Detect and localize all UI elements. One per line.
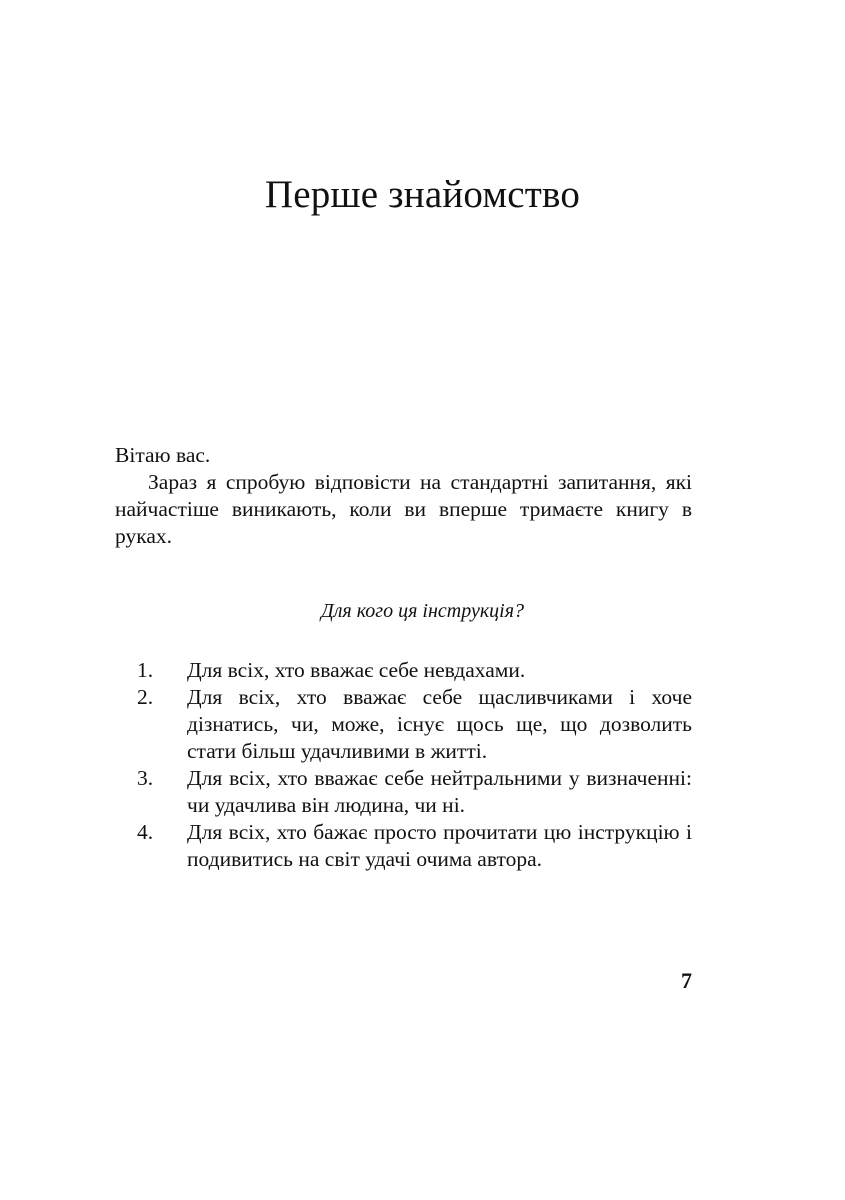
chapter-title: Перше знайомство bbox=[264, 173, 581, 216]
list-item-number: 3. bbox=[137, 766, 154, 790]
list-item-text: Для всіх, хто вважає себе щасливчиками і хоче дізнатись, чи, може, існує щось ще, що дозволить стати більш удачливими в житті. bbox=[187, 685, 692, 763]
list-item-number: 2. bbox=[137, 685, 154, 709]
intro-paragraph: Зараз я спробую відповісти на стандартні запитання, які найчастіше виникають, коли ви вперше тримаєте книгу в руках. bbox=[115, 470, 692, 548]
list-item-number: 1. bbox=[137, 658, 154, 682]
list-item bbox=[115, 684, 692, 765]
list-item-text: Для всіх, хто бажає просто прочитати цю інструкцію і подивитись на світ удачі очима автора. bbox=[187, 820, 692, 871]
list-item-number: 4. bbox=[137, 820, 154, 844]
page-number: 7 bbox=[681, 968, 692, 993]
list-item bbox=[115, 819, 692, 873]
audience-list bbox=[115, 657, 692, 873]
greeting-line: Вітаю вас. bbox=[115, 443, 211, 467]
list-item bbox=[115, 657, 692, 684]
section-heading: Для кого ця інструкція? bbox=[320, 600, 525, 622]
list-item-text: Для всіх, хто вважає себе невдахами. bbox=[187, 658, 526, 682]
list-item bbox=[115, 765, 692, 819]
list-item-text: Для всіх, хто вважає себе нейтральними у визначенні: чи удачлива він людина, чи ні. bbox=[187, 766, 692, 817]
